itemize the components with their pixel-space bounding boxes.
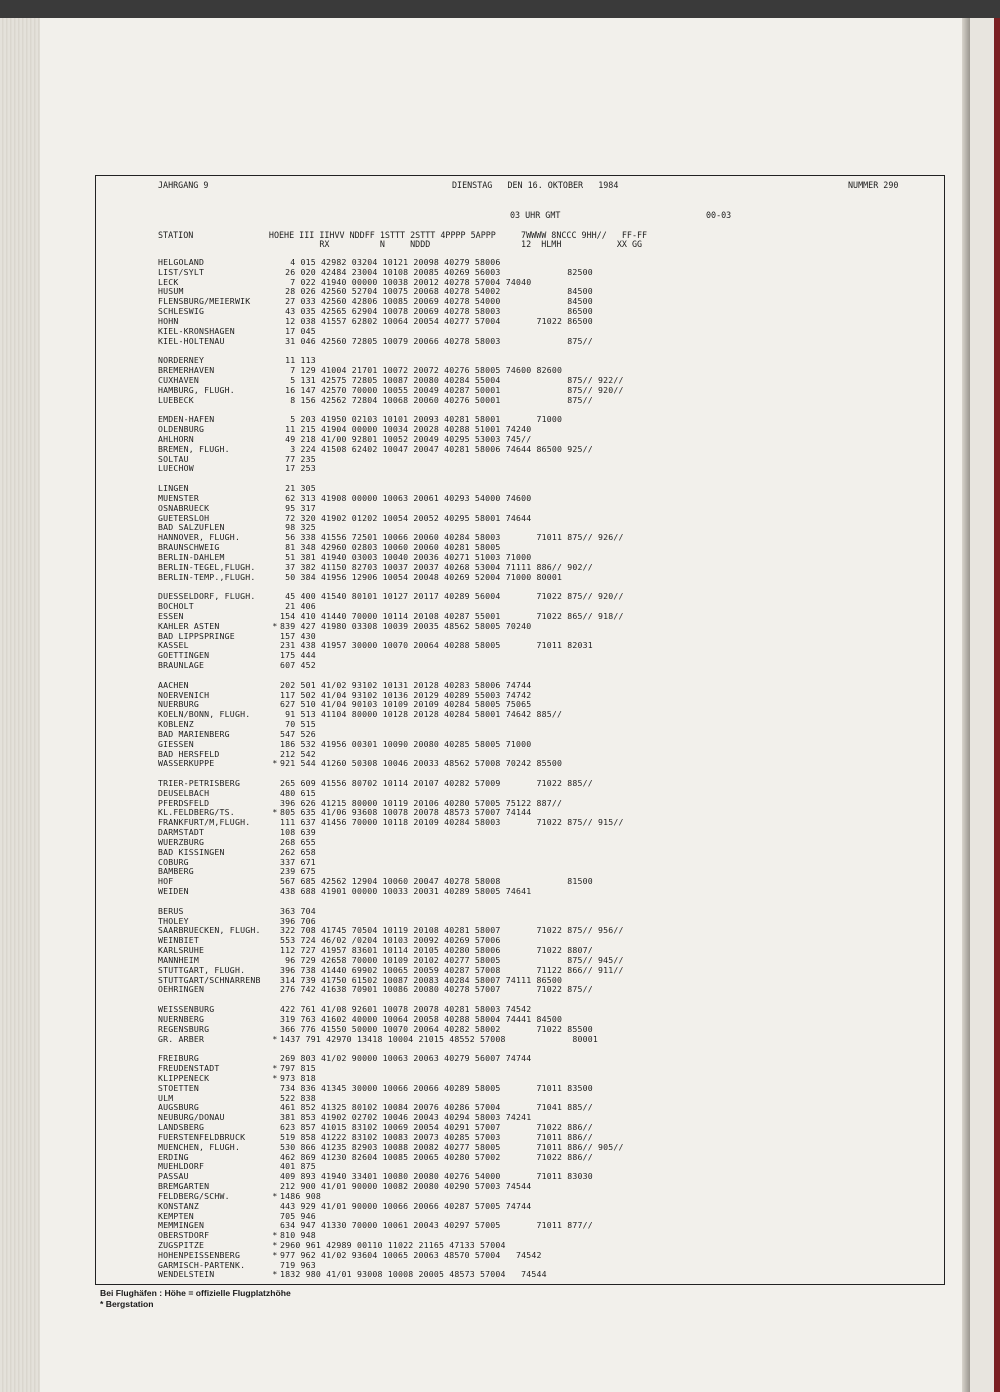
station-name: BAD MARIENBERG bbox=[158, 728, 230, 739]
observation-values: 5 131 42575 72805 10087 20080 40284 55004 875// 922// bbox=[280, 374, 624, 385]
table-row bbox=[158, 759, 562, 769]
station-name: MEMMINGEN bbox=[158, 1220, 205, 1231]
observation-values: 719 963 bbox=[280, 1259, 316, 1270]
observation-values: 443 929 41/01 90000 10066 20066 40287 57005 74744 bbox=[280, 1200, 532, 1211]
observation-values: 530 866 41235 82903 10088 20082 40277 58005 71011 886// 905// bbox=[280, 1141, 624, 1152]
observation-values: 1437 791 42970 13418 10004 21015 48552 57008 80001 bbox=[280, 1033, 599, 1044]
station-name: LECK bbox=[158, 276, 179, 287]
observation-values: 112 727 41957 83601 10114 20105 40280 58006 71022 8807/ bbox=[280, 945, 593, 956]
observation-values: 396 706 bbox=[280, 915, 316, 926]
table-row bbox=[158, 818, 624, 828]
observation-values: 396 738 41440 69902 10065 20059 40287 57008 71122 866// 911// bbox=[280, 964, 624, 975]
observation-values: 21 406 bbox=[280, 601, 316, 612]
station-name: BREMEN, FLUGH. bbox=[158, 443, 230, 454]
column-headers-row1: STATION HOEHE III IIHVV NDDFF 1STTT 2STTT 4PPPP 5APPP 7WWWW 8NCCC 9HH// FF-FF bbox=[158, 230, 648, 240]
observation-values: 212 542 bbox=[280, 748, 316, 759]
station-name: KONSTANZ bbox=[158, 1200, 200, 1211]
page-edges bbox=[0, 18, 40, 1392]
station-name: HELGOLAND bbox=[158, 257, 205, 267]
station-name: KARLSRUHE bbox=[158, 945, 205, 956]
observation-values: 7 129 41004 21701 10072 20072 40276 58005 74600 82600 bbox=[280, 365, 563, 376]
station-name: MUEHLDORF bbox=[158, 1161, 205, 1172]
station-name: OSNABRUECK bbox=[158, 502, 210, 513]
observation-values: 396 626 41215 80000 10119 20106 40280 57005 75122 887// bbox=[280, 797, 563, 808]
issue-number: NUMMER 290 bbox=[848, 180, 899, 190]
station-name: KOBLENZ bbox=[158, 719, 194, 729]
observation-values: 16 147 42570 70000 10055 20049 40287 50001 875// 920// bbox=[280, 384, 624, 395]
mountain-marker: * bbox=[272, 1063, 278, 1074]
station-name: FLENSBURG/MEIERWIK bbox=[158, 296, 251, 307]
station-name: BAD HERSFELD bbox=[158, 748, 220, 759]
observation-values: 186 532 41956 00301 10090 20080 40285 58005 71000 bbox=[280, 738, 532, 749]
observation-values: 56 338 41556 72501 10066 20060 40284 58003 71011 875// 926// bbox=[280, 532, 624, 543]
station-name: HANNOVER, FLUGH. bbox=[158, 532, 241, 543]
station-name: THOLEY bbox=[158, 915, 189, 926]
observation-values: 319 763 41602 40000 10064 20058 40288 58004 74441 84500 bbox=[280, 1013, 563, 1024]
station-name: DUESSELDORF, FLUGH. bbox=[158, 591, 256, 602]
station-name: WASSERKUPPE bbox=[158, 758, 215, 769]
table-row bbox=[158, 622, 531, 632]
station-name: MANNHEIM bbox=[158, 954, 200, 965]
observation-values: 154 410 41440 70000 10114 20108 40287 55001 71022 865// 918// bbox=[280, 610, 624, 621]
station-name: KEMPTEN bbox=[158, 1210, 194, 1221]
mountain-marker: * bbox=[272, 1269, 278, 1280]
station-name: KASSEL bbox=[158, 640, 189, 651]
table-row bbox=[158, 671, 280, 681]
observation-values: 108 639 bbox=[280, 827, 316, 838]
observation-values: 921 544 41260 50308 10046 20033 48562 57008 70242 85500 bbox=[280, 758, 563, 769]
table-row bbox=[158, 445, 593, 455]
observation-values: 623 857 41015 83102 10069 20054 40291 57007 71022 886// bbox=[280, 1122, 593, 1133]
station-name: AUGSBURG bbox=[158, 1102, 200, 1113]
table-row bbox=[158, 592, 624, 602]
observation-values: 62 313 41908 00000 10063 20061 40293 54000 74600 bbox=[280, 492, 532, 503]
observation-values: 31 046 42560 72805 10079 20066 40278 58003 875// bbox=[280, 335, 593, 346]
observation-values: 634 947 41330 70000 10061 20043 40297 57005 71011 877// bbox=[280, 1220, 593, 1231]
mountain-marker: * bbox=[272, 1240, 278, 1250]
footnote-mountain-station: * Bergstation bbox=[100, 1299, 154, 1309]
observation-values: 49 218 41/00 92801 10052 20049 40295 53003 745// bbox=[280, 433, 532, 444]
observation-values: 175 444 bbox=[280, 650, 316, 661]
station-name: SOLTAU bbox=[158, 453, 189, 464]
station-name: WUERZBURG bbox=[158, 836, 205, 847]
station-name: STOETTEN bbox=[158, 1082, 200, 1093]
station-name: NUERNBERG bbox=[158, 1013, 205, 1024]
station-name: DEUSELBACH bbox=[158, 787, 210, 798]
observation-values: 422 761 41/08 92601 10078 20078 40281 58003 74542 bbox=[280, 1004, 532, 1015]
observation-values: 72 320 41902 01202 10054 20052 40295 58001 74644 bbox=[280, 512, 532, 523]
mountain-marker: * bbox=[272, 620, 278, 631]
station-name: KAHLER ASTEN bbox=[158, 620, 220, 631]
mountain-marker: * bbox=[272, 1033, 278, 1044]
table-row bbox=[158, 740, 531, 750]
observation-values: 547 526 bbox=[280, 728, 316, 739]
station-name: CUXHAVEN bbox=[158, 374, 200, 385]
observation-values: 21 305 bbox=[280, 483, 316, 494]
observation-values: 322 708 41745 70504 10119 20108 40281 58007 71022 875// 956// bbox=[280, 925, 624, 936]
observation-values: 977 962 41/02 93604 10065 20063 48570 57004 74542 bbox=[280, 1249, 542, 1260]
station-name: REGENSBURG bbox=[158, 1023, 210, 1034]
table-row bbox=[158, 985, 593, 995]
station-name: NORDERNEY bbox=[158, 355, 205, 366]
observation-values: 51 381 41940 03003 10040 20036 40271 51003 71000 bbox=[280, 551, 532, 562]
observation-values: 81 348 42960 02803 10060 20060 40281 58005 bbox=[280, 542, 501, 553]
observation-values: 839 427 41980 03308 10039 20035 48562 58005 70240 bbox=[280, 620, 532, 631]
table-row bbox=[158, 1251, 542, 1261]
observation-values: 462 869 41230 82604 10085 20065 40280 57002 71022 886// bbox=[280, 1151, 593, 1162]
observation-values: 265 609 41556 80702 10114 20107 40282 57009 71022 885// bbox=[280, 777, 593, 788]
station-name: NOERVENICH bbox=[158, 689, 210, 700]
observation-values: 96 729 42658 70000 10109 20102 40277 58005 875// 945// bbox=[280, 954, 624, 965]
station-name: ULM bbox=[158, 1092, 174, 1103]
observation-values: 231 438 41957 30000 10070 20064 40288 58005 71011 82031 bbox=[280, 640, 593, 651]
observation-values: 1832 980 41/01 93008 10008 20005 48573 57004 74544 bbox=[280, 1269, 547, 1280]
observation-values: 366 776 41550 50000 10070 20064 40282 58002 71022 85500 bbox=[280, 1023, 593, 1034]
observation-values: 381 853 41902 02702 10046 20043 40294 58003 74241 bbox=[280, 1112, 532, 1123]
station-name: BERLIN-TEMP.,FLUGH. bbox=[158, 571, 256, 582]
observation-values: 363 704 bbox=[280, 905, 316, 916]
observation-values: 438 688 41901 00000 10033 20031 40289 58005 74641 bbox=[280, 886, 532, 897]
table-row bbox=[158, 494, 531, 504]
observation-values: 314 739 41750 61502 10087 20083 40284 58007 74111 86500 bbox=[280, 974, 563, 985]
observation-values: 202 501 41/02 93102 10131 20128 40283 58006 74744 bbox=[280, 679, 532, 690]
station-name: FUERSTENFELDBRUCK bbox=[158, 1131, 246, 1142]
observation-values: 91 513 41104 80000 10128 20128 40284 58001 74642 885// bbox=[280, 709, 563, 720]
station-name: BERLIN-DAHLEM bbox=[158, 551, 225, 562]
station-name: FELDBERG/SCHW. bbox=[158, 1190, 230, 1201]
table-row bbox=[158, 661, 316, 671]
observation-values: 45 400 41540 80101 10127 20117 40289 56004 71022 875// 920// bbox=[280, 591, 624, 602]
table-row bbox=[158, 464, 316, 474]
observation-values: 11 113 bbox=[280, 355, 316, 366]
viewer-top-bar bbox=[0, 0, 1000, 18]
observation-values: 810 948 bbox=[280, 1230, 316, 1241]
station-name: GOETTINGEN bbox=[158, 650, 210, 661]
table-row bbox=[158, 1202, 531, 1212]
station-name: KIEL-KRONSHAGEN bbox=[158, 325, 235, 336]
station-name: BAD KISSINGEN bbox=[158, 846, 225, 857]
station-name: HOHENPEISSENBERG bbox=[158, 1249, 241, 1260]
station-name: PASSAU bbox=[158, 1171, 189, 1182]
station-name: LANDSBERG bbox=[158, 1122, 205, 1133]
station-name: LUEBECK bbox=[158, 394, 194, 405]
observation-values: 973 818 bbox=[280, 1072, 316, 1083]
station-name: OEHRINGEN bbox=[158, 984, 205, 995]
observation-values: 1486 908 bbox=[280, 1190, 322, 1201]
station-name: NUERBURG bbox=[158, 699, 200, 710]
observation-values: 519 858 41222 83102 10083 20073 40285 57003 71011 886// bbox=[280, 1131, 593, 1142]
station-name: MUENSTER bbox=[158, 492, 200, 503]
station-name: PFERDSFELD bbox=[158, 797, 210, 808]
station-name: BAMBERG bbox=[158, 866, 194, 877]
station-name: MUENCHEN, FLUGH. bbox=[158, 1141, 241, 1152]
observation-values: 11 215 41904 00000 10034 20028 40288 51001 74240 bbox=[280, 424, 532, 435]
station-name: ERDING bbox=[158, 1151, 189, 1162]
station-name: GIESSEN bbox=[158, 738, 194, 749]
observation-values: 5 203 41950 02103 10101 20093 40281 58001 71000 bbox=[280, 414, 563, 425]
observation-values: 17 253 bbox=[280, 463, 316, 474]
table-row bbox=[158, 573, 562, 583]
observation-values: 17 045 bbox=[280, 325, 316, 336]
table-row bbox=[158, 710, 562, 720]
station-name: EMDEN-HAFEN bbox=[158, 414, 215, 425]
station-name: TRIER-PETRISBERG bbox=[158, 777, 241, 788]
observation-values: 50 384 41956 12906 10054 20048 40269 52004 71000 80001 bbox=[280, 571, 563, 582]
station-name: BRAUNSCHWEIG bbox=[158, 542, 220, 553]
station-name: HAMBURG, FLUGH. bbox=[158, 384, 235, 395]
station-name: HUSUM bbox=[158, 286, 184, 297]
station-name: HOHN bbox=[158, 315, 179, 326]
observation-values: 111 637 41456 70000 10118 20109 40284 58003 71022 875// 915// bbox=[280, 817, 624, 828]
station-name: LUECHOW bbox=[158, 463, 194, 474]
station-name: STUTTGART, FLUGH. bbox=[158, 964, 246, 975]
observation-values: 480 615 bbox=[280, 787, 316, 798]
observation-values: 805 635 41/06 93608 10078 20078 48573 57007 74144 bbox=[280, 807, 532, 818]
table-row bbox=[158, 1153, 593, 1163]
observation-values: 8 156 42562 72804 10068 20060 40276 50001 875// bbox=[280, 394, 593, 405]
observation-values: 627 510 41/04 90103 10109 20109 40284 58005 75065 bbox=[280, 699, 532, 710]
station-name: OBERSTDORF bbox=[158, 1230, 210, 1241]
binding-strip bbox=[994, 18, 1000, 1392]
observation-values: 567 685 42562 12904 10060 20047 40278 58008 81500 bbox=[280, 876, 593, 887]
observation-values: 4 015 42982 03204 10121 20098 40279 58006 bbox=[280, 257, 501, 267]
station-name: ESSEN bbox=[158, 610, 184, 621]
observation-values: 70 515 bbox=[280, 719, 316, 729]
observation-values: 77 235 bbox=[280, 453, 316, 464]
observation-values: 95 317 bbox=[280, 502, 316, 513]
station-name: ZUGSPITZE bbox=[158, 1240, 205, 1250]
footnote-airports: Bei Flughäfen : Höhe = offizielle Flugplatzhöhe bbox=[100, 1288, 291, 1298]
observation-time: 03 UHR GMT bbox=[510, 210, 561, 220]
observation-values: 797 815 bbox=[280, 1063, 316, 1074]
station-name: GUETERSLOH bbox=[158, 512, 210, 523]
station-name: STUTTGART/SCHNARRENB bbox=[158, 974, 261, 985]
station-name: SAARBRUECKEN, FLUGH. bbox=[158, 925, 261, 936]
observation-values: 337 671 bbox=[280, 856, 316, 867]
station-name: FREIBURG bbox=[158, 1053, 200, 1064]
station-name: AHLHORN bbox=[158, 433, 194, 444]
observation-values: 28 026 42560 52704 10075 20068 40278 54002 84500 bbox=[280, 286, 593, 297]
table-row bbox=[158, 779, 593, 789]
table-row bbox=[158, 1084, 593, 1094]
observation-values: 117 502 41/04 93102 10136 20129 40289 55003 74742 bbox=[280, 689, 532, 700]
station-name: FREUDENSTADT bbox=[158, 1063, 220, 1074]
station-name: BERLIN-TEGEL,FLUGH. bbox=[158, 561, 256, 572]
station-name: DARMSTADT bbox=[158, 827, 205, 838]
observation-values: 553 724 46/02 /0204 10103 20092 40269 57006 bbox=[280, 935, 501, 946]
issue-date: DIENSTAG DEN 16. OKTOBER 1984 bbox=[452, 180, 619, 190]
station-name: LINGEN bbox=[158, 483, 189, 494]
table-row bbox=[158, 1035, 598, 1045]
station-name: GR. ARBER bbox=[158, 1033, 205, 1044]
station-name: KL.FELDBERG/TS. bbox=[158, 807, 235, 818]
mountain-marker: * bbox=[272, 1072, 278, 1083]
station-name: LIST/SYLT bbox=[158, 266, 205, 277]
observation-values: 2960 961 42989 00110 11022 21165 47133 57004 bbox=[280, 1240, 506, 1250]
station-name: WEINBIET bbox=[158, 935, 200, 946]
table-row bbox=[158, 396, 593, 406]
station-name: HOF bbox=[158, 876, 174, 887]
observation-values: 705 946 bbox=[280, 1210, 316, 1221]
column-headers-row2: RX N NDDD 12 HLMH XX GG bbox=[158, 239, 643, 249]
observation-values: 269 803 41/02 90000 10063 20063 40279 56007 74744 bbox=[280, 1053, 532, 1064]
observation-values: 522 838 bbox=[280, 1092, 316, 1103]
observation-values: 734 836 41345 30000 10066 20066 40289 58005 71011 83500 bbox=[280, 1082, 593, 1093]
observation-values: 276 742 41638 70901 10086 20080 40278 57007 71022 875// bbox=[280, 984, 593, 995]
mountain-marker: * bbox=[272, 1230, 278, 1241]
table-row bbox=[158, 641, 593, 651]
station-name: KOELN/BONN, FLUGH. bbox=[158, 709, 251, 720]
station-name: OLDENBURG bbox=[158, 424, 205, 435]
station-name: BAD LIPPSPRINGE bbox=[158, 630, 235, 641]
station-name: BERUS bbox=[158, 905, 184, 916]
observation-values: 239 675 bbox=[280, 866, 316, 877]
mountain-marker: * bbox=[272, 1190, 278, 1201]
observation-values: 157 430 bbox=[280, 630, 316, 641]
observation-values: 7 022 41940 00000 10038 20012 40278 57004 74040 bbox=[280, 276, 532, 287]
station-name: NEUBURG/DONAU bbox=[158, 1112, 225, 1123]
table-row bbox=[158, 337, 593, 347]
observation-values: 27 033 42560 42806 10085 20069 40278 54000 84500 bbox=[280, 296, 593, 307]
table-row bbox=[158, 1221, 593, 1231]
mountain-marker: * bbox=[272, 1249, 278, 1260]
mountain-marker: * bbox=[272, 807, 278, 818]
table-row bbox=[158, 1270, 547, 1280]
observation-values: 26 020 42484 23004 10108 20085 40269 56003 82500 bbox=[280, 266, 593, 277]
observation-values: 268 655 bbox=[280, 836, 316, 847]
observation-values: 98 325 bbox=[280, 522, 316, 533]
observation-values: 461 852 41325 80102 10084 20076 40286 57004 71041 885// bbox=[280, 1102, 593, 1113]
station-name: GARMISCH-PARTENK. bbox=[158, 1259, 246, 1270]
observation-values: 212 900 41/01 90000 10082 20080 40290 57003 74544 bbox=[280, 1181, 532, 1192]
station-name: BRAUNLAGE bbox=[158, 660, 205, 671]
station-name: FRANKFURT/M,FLUGH. bbox=[158, 817, 251, 828]
jahrgang: JAHRGANG 9 bbox=[158, 180, 209, 190]
station-name: COBURG bbox=[158, 856, 189, 867]
observation-values: 3 224 41508 62402 10047 20047 40281 58006 74644 86500 925// bbox=[280, 443, 593, 454]
station-name: WEISSENBURG bbox=[158, 1004, 215, 1015]
station-name: WEIDEN bbox=[158, 886, 189, 897]
time-range: 00-03 bbox=[706, 210, 732, 220]
station-name: BOCHOLT bbox=[158, 601, 194, 612]
station-name: BREMERHAVEN bbox=[158, 365, 215, 376]
station-name: KLIPPENECK bbox=[158, 1072, 210, 1083]
observation-values: 37 382 41150 82703 10037 20037 40268 53004 71111 886// 902// bbox=[280, 561, 593, 572]
observation-values: 401 875 bbox=[280, 1161, 316, 1172]
station-name: BAD SALZUFLEN bbox=[158, 522, 225, 533]
mountain-marker: * bbox=[272, 758, 278, 769]
table-row bbox=[158, 887, 531, 897]
station-name: KIEL-HOLTENAU bbox=[158, 335, 225, 346]
observation-values: 409 893 41940 33401 10080 20080 40276 54000 71011 83030 bbox=[280, 1171, 593, 1182]
observation-values: 262 658 bbox=[280, 846, 316, 857]
book-gutter bbox=[962, 18, 970, 1392]
station-name: AACHEN bbox=[158, 679, 189, 690]
observation-values: 607 452 bbox=[280, 660, 316, 671]
observation-values: 12 038 41557 62802 10064 20054 40277 57004 71022 86500 bbox=[280, 315, 593, 326]
observation-values: 43 035 42565 62904 10078 20069 40278 58003 86500 bbox=[280, 306, 593, 317]
station-name: BREMGARTEN bbox=[158, 1181, 210, 1192]
station-name: WENDELSTEIN bbox=[158, 1269, 215, 1280]
station-name: SCHLESWIG bbox=[158, 306, 205, 317]
